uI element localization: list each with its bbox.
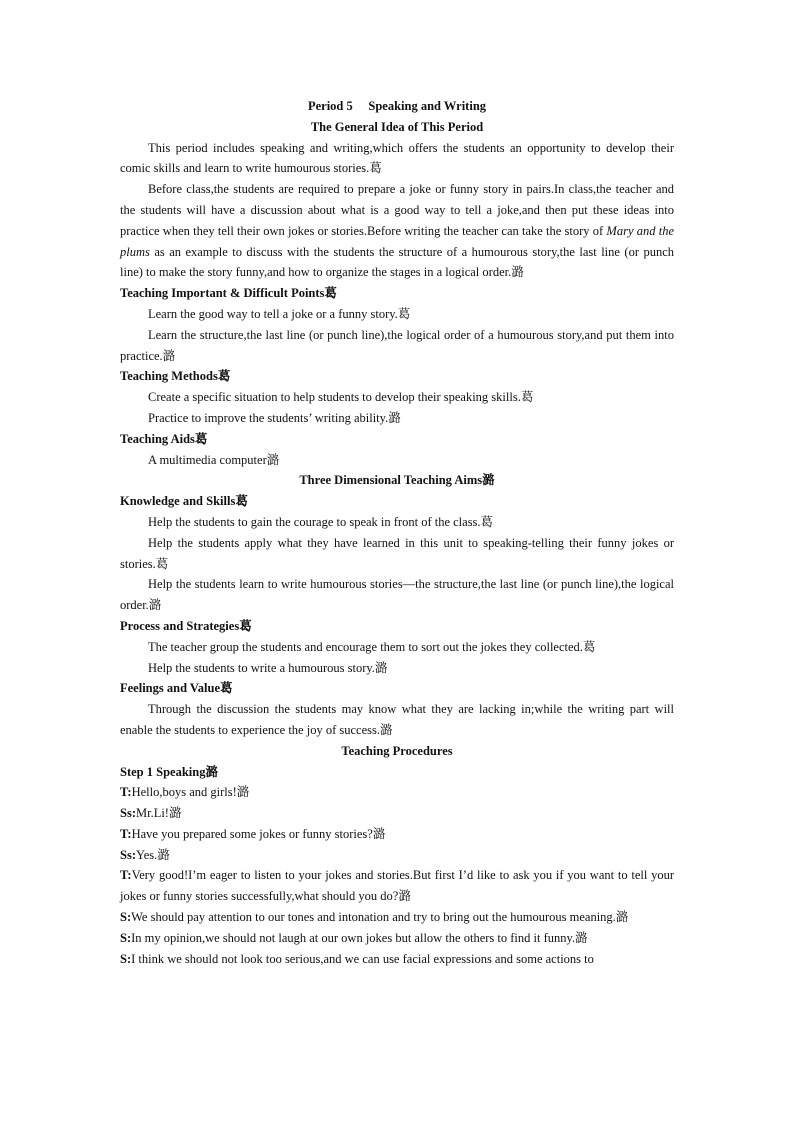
heading-teaching-methods: Teaching Methods葛	[120, 369, 231, 384]
paragraph: Help the students to gain the courage to speak in front of the class.葛	[148, 514, 494, 529]
heading-process-strategies: Process and Strategies葛	[120, 618, 252, 633]
paragraph: Create a specific situation to help students to develop their speaking skills.葛	[148, 390, 534, 405]
dialogue	[120, 782, 674, 969]
dialogue-line: S:We should pay attention to our tones and intonation and try to bring out the humourous meaning.潞	[120, 910, 629, 925]
section-title-aims: Three Dimensional Teaching Aims潞	[299, 473, 495, 488]
heading-knowledge-skills: Knowledge and Skills葛	[120, 494, 248, 509]
heading-teaching-aids: Teaching Aids葛	[120, 431, 208, 446]
paragraph: Through the discussion the students may know what they are lacking in;while the writing part will enable the students to experience the joy of success.潞	[120, 702, 674, 737]
speaker-label: T:	[120, 785, 132, 800]
paragraph: The teacher group the students and encourage them to sort out the jokes they collected.葛	[148, 639, 596, 654]
dialogue-line: T:Very good!I’m eager to listen to your jokes and stories.But first I’d like to ask you if you want to tell your jokes or funny stories successfully,what should you do?潞	[120, 868, 674, 904]
paragraph: A multimedia computer潞	[148, 452, 280, 467]
paragraph: Learn the structure,the last line (or punch line),the logical order of a humourous story,and put them into practice.潞	[120, 327, 674, 363]
paragraph: Learn the good way to tell a joke or a funny story.葛	[148, 306, 411, 321]
dialogue-line: Ss:Mr.Li!潞	[120, 806, 182, 821]
speaker-label: T:	[120, 826, 132, 841]
speaker-label: Ss:	[120, 806, 136, 821]
dialogue-line: Ss:Yes.潞	[120, 847, 170, 862]
speaker-label: Ss:	[120, 847, 136, 862]
speaker-label: T:	[120, 868, 132, 883]
section-title-procedures: Teaching Procedures	[341, 743, 453, 758]
dialogue-line: T:Have you prepared some jokes or funny stories?潞	[120, 826, 386, 841]
dialogue-line: S:I think we should not look too serious,and we can use facial expressions and some actions to	[120, 951, 594, 966]
intro-paragraph-1: This period includes speaking and writing,which offers the students an opportunity to develop their comic skills and learn to write humourous stories.葛	[120, 140, 674, 176]
story-title: Mary and the plums	[120, 223, 674, 259]
intro-paragraph-2: Before class,the students are required to prepare a joke or funny story in pairs.In class,the teacher and the students will have a discussion about what is a good way to tell a joke,and then put these ideas into practice when they tell their own jokes or stories.Before writing the teacher can take the story of Mary and the plums as an example to discuss with the students the structure of a humourous story,the last line (or punch line) to make the story funny,and how to organize the stages in a logical order.潞	[120, 182, 674, 280]
section-title-general-idea: The General Idea of This Period	[310, 119, 484, 134]
page-title: Period 5 Speaking and Writing	[307, 99, 487, 113]
speaker-label: S:	[120, 930, 132, 945]
paragraph: Help the students learn to write humourous stories—the structure,the last line (or punch line),the logical order.潞	[120, 577, 674, 613]
heading-feelings-value: Feelings and Value葛	[120, 681, 233, 696]
paragraph: Practice to improve the students’ writing ability.潞	[148, 410, 401, 425]
paragraph: Help the students apply what they have learned in this unit to speaking-telling their funny jokes or stories.葛	[120, 535, 674, 571]
dialogue-line: T:Hello,boys and girls!潞	[120, 785, 250, 800]
heading-step-1: Step 1 Speaking潞	[120, 764, 218, 779]
heading-important-points: Teaching Important & Difficult Points葛	[120, 286, 337, 301]
document-page	[120, 96, 674, 969]
speaker-label: S:	[120, 951, 132, 966]
paragraph: Help the students to write a humourous story.潞	[148, 660, 388, 675]
dialogue-line: S:In my opinion,we should not laugh at our own jokes but allow the others to find it funny.潞	[120, 930, 588, 945]
speaker-label: S:	[120, 910, 132, 925]
